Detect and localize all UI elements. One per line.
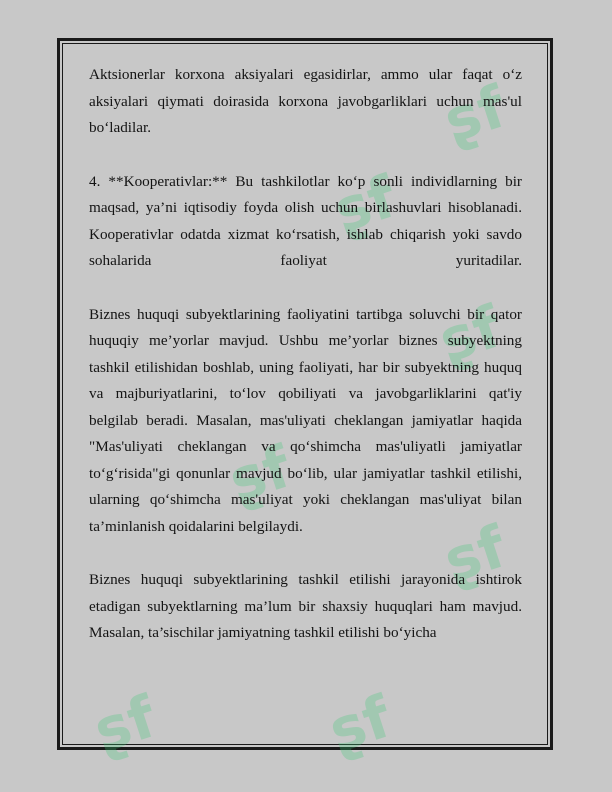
paragraph-legal-norms: Biznes huquqi subyektlarining faoliyatini tartibga soluvchi bir qator huquqiy me’yorlar mavjud. Ushbu me’yorlar biznes subyektning tashkil etilishidan boshlab, uning faoliyati, har bir subyektning huquq va majburiyatlarini, to‘lov qobiliyati va javobgarliklarini qat'iy belgilab beradi. Masalan, mas'uliyati cheklangan jamiyatlar haqida "Mas'uliyati cheklangan va qo‘shimcha mas'uliyatli jamiyatlar to‘g‘risida"gi qonunlar mavjud bo‘lib, ular jamiyatlar tashkil etilishi, ularning qo‘shimcha mas'uliyat yoki cheklangan mas'uliyat bilan ta’minlanish qoidalarini belgilaydi. [89,305,522,535]
document-body [89,62,522,674]
watermark-logo-1: ʂf [435,72,514,156]
paragraph-cooperatives: 4. **Kooperativlar:** Bu tashkilotlar ko‘p sonli individlarning bir maqsad, ya’ni iqtisodiy foyda olish uchun birlashuvlari hisoblanadi. Kooperativlar odatda xizmat ko‘rsatish, ishlab chiqarish yoki savdo sohalarida faoliyat yuritadilar. [89,172,522,269]
watermark-logo-3: ʂf [430,292,509,376]
watermark-logo-2: ʂf [325,162,404,246]
watermark-logo-6: ʂf [85,682,164,766]
paragraph-subject-rights: Biznes huquqi subyektlarining tashkil etilishi jarayonida ishtirok etadigan subyektlarning ma’lum bir shaxsiy huquqlari ham mavjud. Masalan, ta’sischilar jamiyatning tashkil etilishi bo‘yicha [89,571,522,641]
watermark-logo-4: ʂf [220,432,299,516]
paragraph-shareholders: Aktsionerlar korxona aksiyalari egasidirlar, ammo ular faqat o‘z aksiyalari qiymati doirasida korxona javobgarliklari uchun mas'ul bo‘ladilar. [89,66,522,136]
watermark-logo-7: ʂf [320,682,399,766]
watermark-logo-5: ʂf [435,512,514,596]
